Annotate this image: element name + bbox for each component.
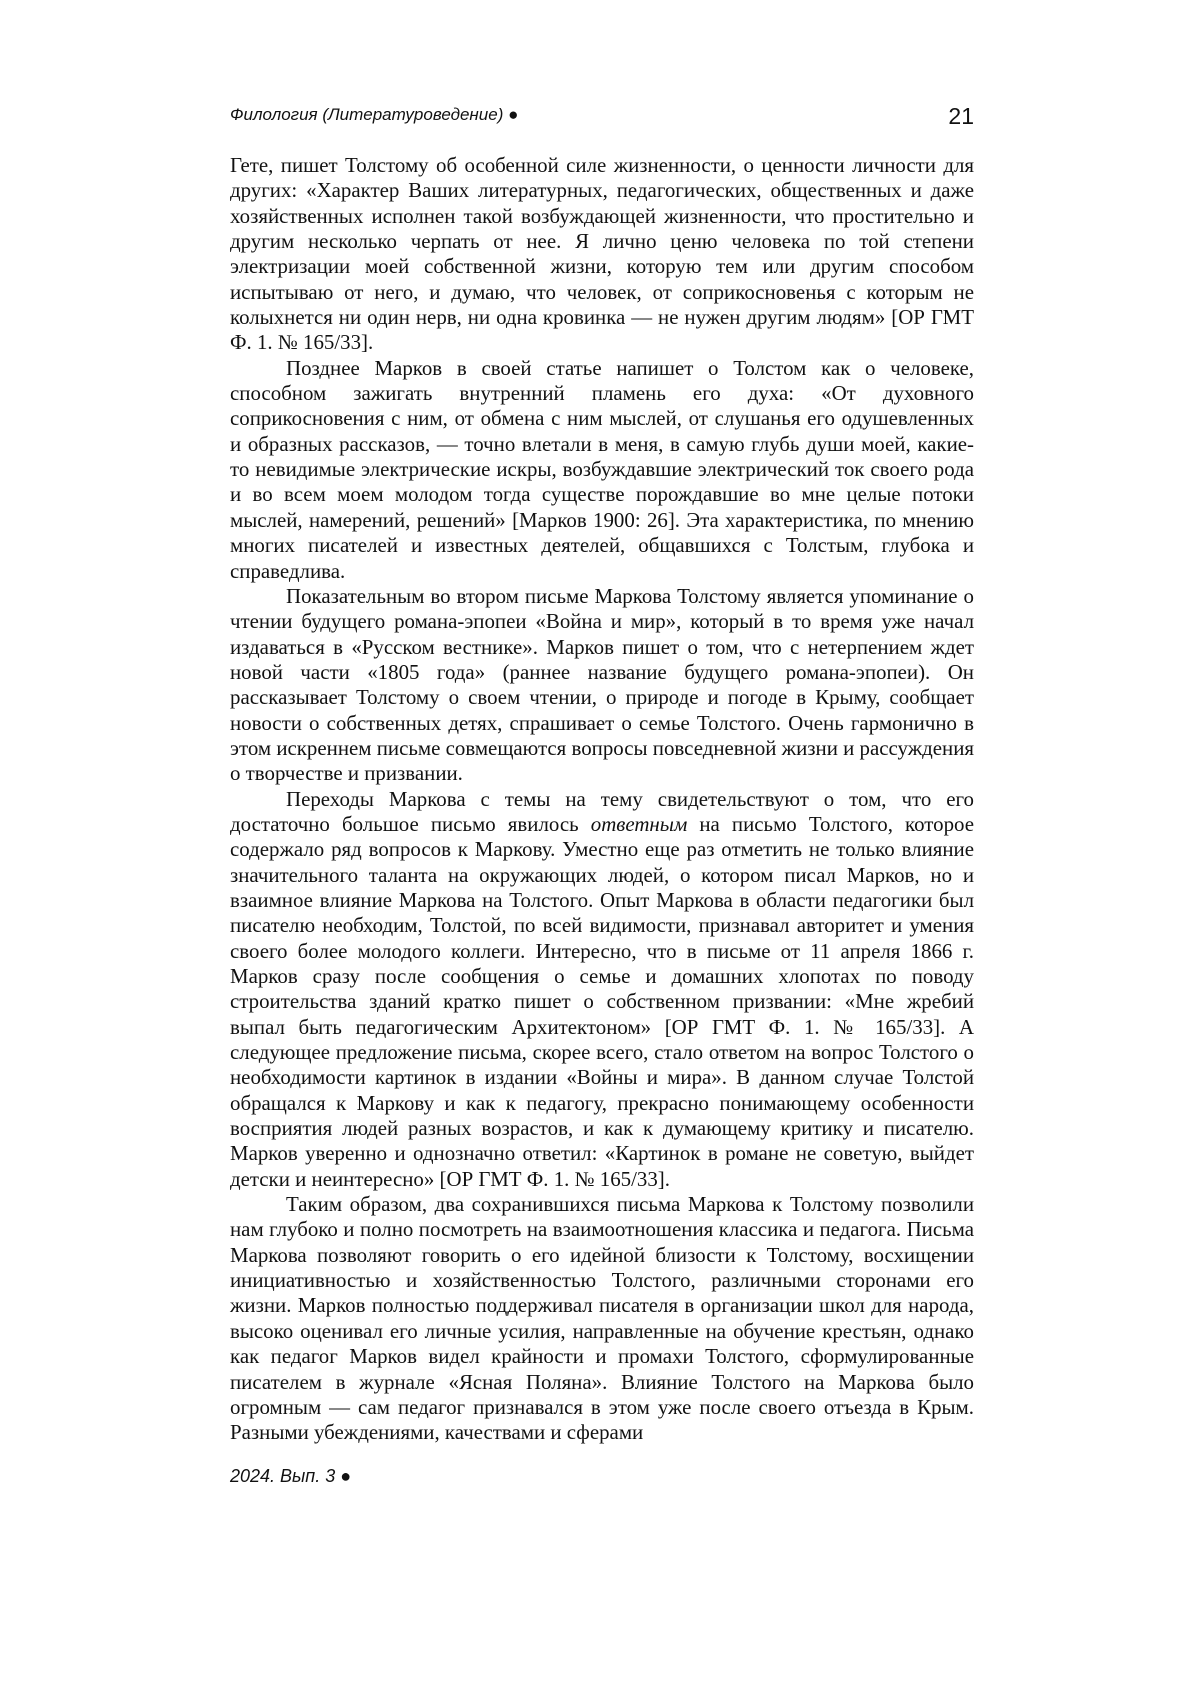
italic-emphasis: ответным xyxy=(591,812,688,836)
paragraph-reply-letter xyxy=(230,787,974,1193)
page-footer xyxy=(230,1460,974,1488)
page-number: 21 xyxy=(948,103,974,129)
article-body xyxy=(230,153,974,1446)
paragraph-text-before-italic: Переходы Маркова с темы на тему свидетельствуют о том, что его достаточно большое письмо явилось xyxy=(230,787,974,836)
page-header xyxy=(230,98,974,132)
paragraph-continuation: Гете, пишет Толстому об особенной силе жизненности, о ценности личности для других: «Характер Ваших литературных, педагогических, общественных и даже хозяйственных исполнен такой возбуждающей жизненности, что простительно и другим несколько черпать от нее. Я лично ценю человека по той степени электризации моей собственной жизни, которую тем или другим способом испытываю от него, и думаю, что человек, от соприкосновенья с которым не колыхнется ни один нерв, ни одна кровинка — не нужен другим людям» [ОР ГМТ Ф. 1. № 165/33]. xyxy=(230,153,974,356)
paragraph-war-and-peace: Показательным во втором письме Маркова Толстому является упоминание о чтении будущего романа-эпопеи «Война и мир», который в то время уже начал издаваться в «Русском вестнике». Марков пишет о том, что с нетерпением ждет новой части «1805 года» (раннее название будущего романа-эпопеи). Он рассказывает Толстому о своем чтении, о природе и погоде в Крыму, сообщает новости о собственных детях, спрашивает о семье Толстого. Очень гармонично в этом искреннем письме совмещаются вопросы повседневной жизни и рассуждения о творчестве и призвании. xyxy=(230,584,974,787)
issue-line: 2024. Вып. 3 ● xyxy=(230,1466,351,1486)
running-head: Филология (Литературоведение) ● xyxy=(230,105,518,125)
paragraph-markov-article: Позднее Марков в своей статье напишет о Толстом как о человеке, способном зажигать внутренний пламень его духа: «От духовного соприкосновения с ним, от обмена с ним мыслей, от слушанья его одушевленных и образных рассказов, — точно влетали в меня, в самую глубь души моей, какие-то невидимые электрические искры, возбуждавшие электрический ток своего рода и во всем моем молодом тогда существе порождавшие во мне целые потоки мыслей, намерений, решений» [Марков 1900: 26]. Эта характеристика, по мнению многих писателей и известных деятелей, общавшихся с Толстым, глубока и справедлива. xyxy=(230,356,974,584)
paragraph-text-after-italic: на письмо Толстого, которое содержало ряд вопросов к Маркову. Уместно еще раз отметить не только влияние значительного таланта на окружающих людей, о котором писал Марков, но и взаимное влияние Маркова на Толстого. Опыт Маркова в области педагогики был писателю необходим, Толстой, по всей видимости, признавал авторитет и умения своего более молодого коллеги. Интересно, что в письме от 11 апреля 1866 г. Марков сразу после сообщения о семье и домашних хлопотах по поводу строительства зданий кратко пишет о собственном призвании: «Мне жребий выпал быть педагогическим Архитектоном» [ОР ГМТ Ф. 1. № 165/33]. А следующее предложение письма, скорее всего, стало ответом на вопрос Толстого о необходимости картинок в издании «Войны и мира». В данном случае Толстой обращался к Маркову и как к педагогу, прекрасно понимающему особенности восприятия людей разных возрастов, и как к думающему критику и писателю. Марков уверенно и однозначно ответил: «Картинок в романе не советую, выйдет детски и неинтересно» [ОР ГМТ Ф. 1. № 165/33]. xyxy=(230,812,974,1191)
paragraph-conclusion: Таким образом, два сохранившихся письма Маркова к Толстому позволили нам глубоко и полно посмотреть на взаимоотношения классика и педагога. Письма Маркова позволяют говорить о его идейной близости к Толстому, восхищении инициативностью и хозяйственностью Толстого, различными сторонами его жизни. Марков полностью поддерживал писателя в организации школ для народа, высоко оценивал его личные усилия, направленные на обучение крестьян, однако как педагог Марков видел крайности и промахи Толстого, сформулированные писателем в журнале «Ясная Поляна». Влияние Толстого на Маркова было огромным — сам педагог признавался в этом уже после своего отъезда в Крым. Разными убеждениями, качествами и сферами xyxy=(230,1192,974,1445)
